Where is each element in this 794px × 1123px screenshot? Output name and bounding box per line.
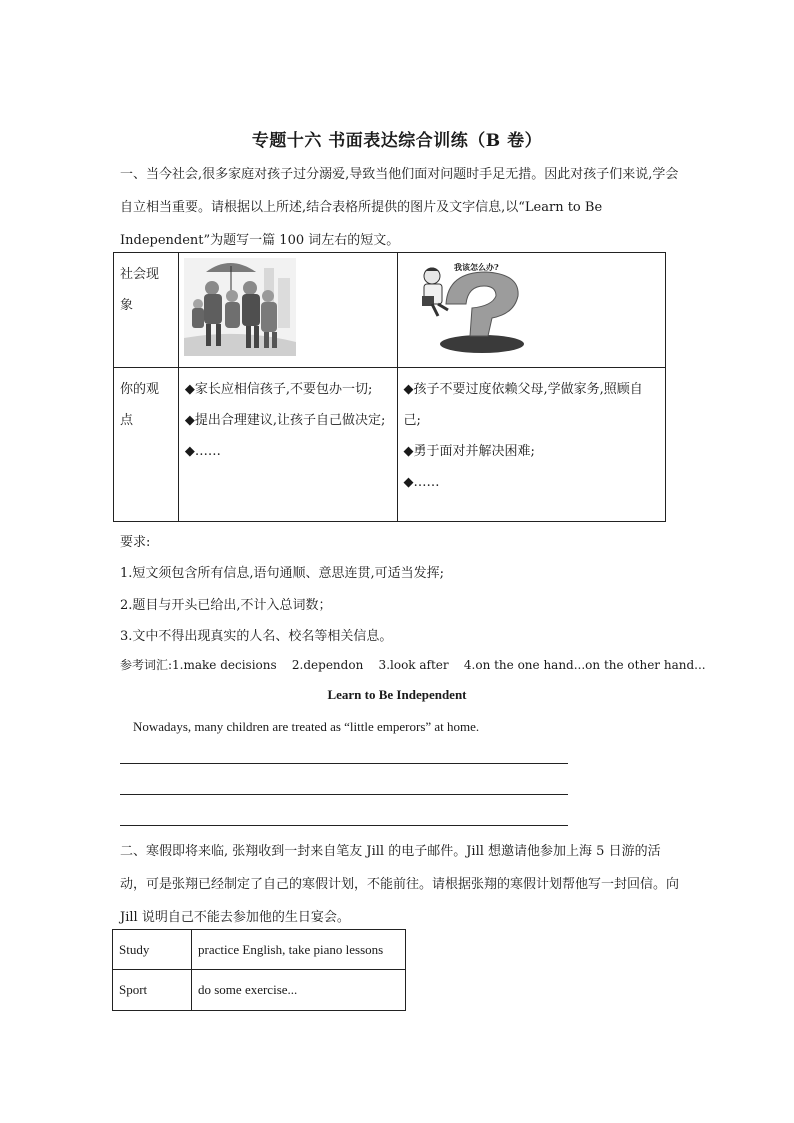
requirement-item: 1.短文须包含所有信息,语句通顺、意思连贯,可适当发挥; [120,566,445,581]
plan-label: Sport [113,970,192,1011]
writing-line [120,794,568,795]
question-1-intro: 一、当今社会,很多家庭对孩子过分溺爱,导致当他们面对问题时手足无措。因此对孩子们来说,学会自立相当重要。请根据以上所述,结合表格所提供的图片及文字信息,以“Learn to Be Independent”为题写一篇 100 词左右的短文。 [120,167,679,248]
reference-vocabulary: 参考词汇:1.make decisions 2.dependon 3.look after 4.on the one hand...on the other hand... [120,658,706,672]
view-point: ◆…… [184,444,221,459]
writing-line [120,825,568,826]
requirement-item: 3.文中不得出现真实的人名、校名等相关信息。 [120,629,393,644]
view-point: ◆提出合理建议,让孩子自己做决定; [184,413,386,428]
requirement-item: 2.题目与开头已给出,不计入总词数； [120,598,332,613]
view-point: ◆…… [403,475,440,490]
winter-plan-table [112,929,406,1011]
plan-label: Study [113,930,192,970]
requirements-heading: 要求: [120,535,151,550]
views-children [397,368,666,522]
question-mark-boy-illustration [408,258,528,360]
family-crowd-illustration [184,258,296,360]
image-caption: 我该怎么办? [454,262,499,272]
plan-value: do some exercise... [192,970,406,1011]
page-title: 专题十六 书面表达综合训练（B 卷） [251,131,543,151]
row-label-your-view: 你的观点 [114,368,179,522]
view-point: ◆勇于面对并解决困难; [403,444,535,459]
question-2-intro: 二、寒假即将来临, 张翔收到一封来自笔友 Jill 的电子邮件。Jill 想邀请他参加上海 5 日游的活动，可是张翔已经制定了自己的寒假计划，不能前往。请根据张翔的寒假计划帮他写一封回信。向 Jill 说明自己不能去参加他的生日宴会。 [120,844,680,925]
views-parents [178,368,397,522]
row-label-social-phenomenon: 社会现象 [114,253,179,368]
view-point: ◆家长应相信孩子,不要包办一切; [184,382,373,397]
writing-line [120,763,568,764]
view-point: ◆孩子不要过度依赖父母,学做家务,照顾自己; [403,382,643,428]
essay-opening: Nowadays, many children are treated as “little emperors” at home. [133,719,480,734]
essay-title: Learn to Be Independent [327,687,467,702]
plan-value: practice English, take piano lessons [192,930,406,970]
